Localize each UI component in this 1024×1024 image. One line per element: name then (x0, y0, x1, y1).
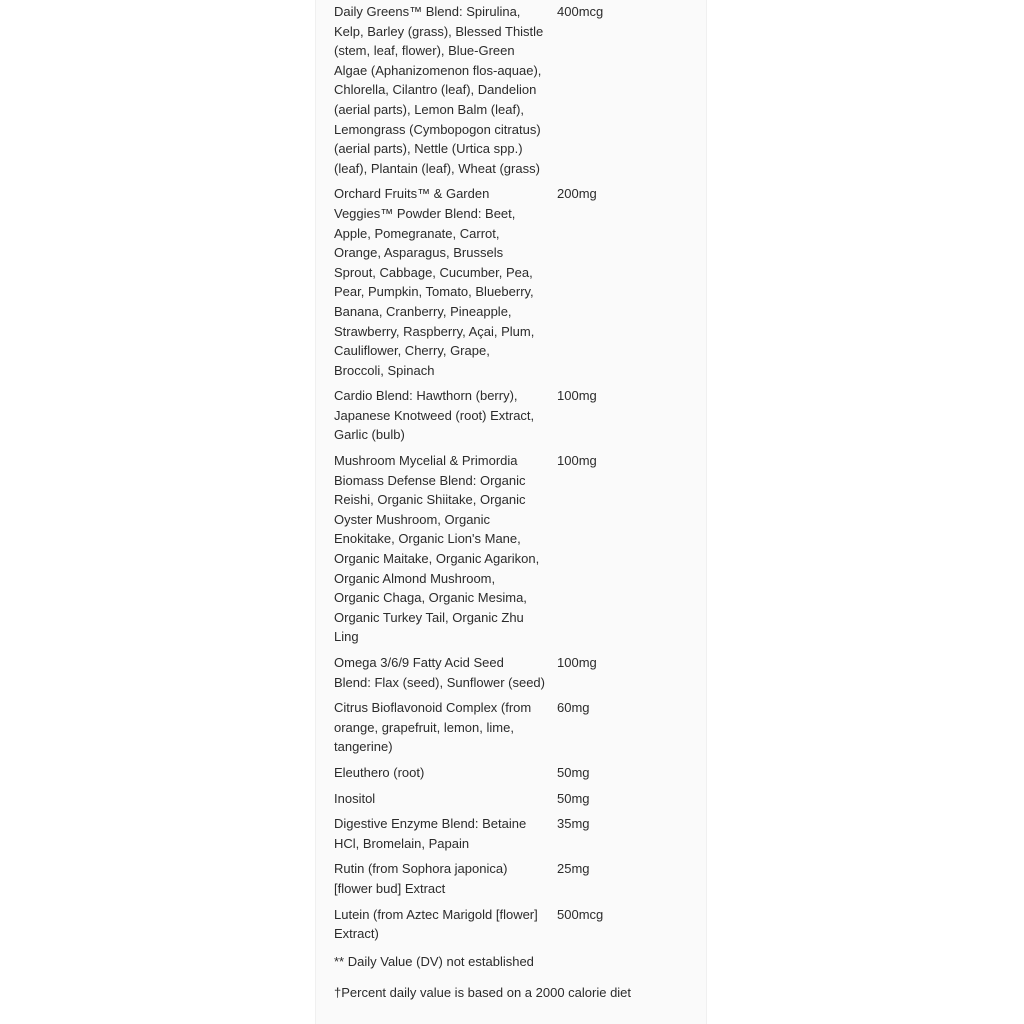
ingredient-amount: 50mg (557, 790, 590, 806)
ingredient-name: Lutein (from Aztec Marigold [flower] Extract) (334, 906, 538, 942)
ingredient-name: Daily Greens™ Blend: Spirulina, Kelp, Barley (grass), Blessed Thistle (stem, leaf, flower), Blue-Green Algae (Aphanizomenon flos-aquae), Chlorella, Cilantro (leaf), Dandelion (aerial parts), Lemon Balm (leaf), Lemongrass (Cymbopogon citratus) (aerial parts), Nettle (Urtica spp.) (leaf), Plantain (leaf), Wheat (grass) (334, 4, 544, 176)
ingredient-row (334, 859, 694, 898)
ingredient-amount: 100mg (557, 655, 597, 670)
supplement-facts-panel (315, 0, 707, 1024)
ingredient-amount: 25mg (557, 861, 590, 877)
ingredient-amount: 35mg (557, 816, 590, 832)
ingredient-amount: 100mg (557, 453, 597, 469)
ingredient-name: Citrus Bioflavonoid Complex (from orange, grapefruit, lemon, lime, tangerine) (334, 700, 532, 755)
percent-daily-value-footnote: †Percent daily value is based on a 2000 calorie diet (334, 985, 632, 1001)
ingredient-row (334, 698, 694, 757)
ingredient-amount: 60mg (557, 700, 590, 716)
daily-value-footnote: ** Daily Value (DV) not established (334, 953, 534, 969)
ingredient-name: Omega 3/6/9 Fatty Acid Seed Blend: Flax (seed), Sunflower (seed) (334, 655, 545, 690)
ingredient-row (334, 2, 694, 178)
ingredient-row (334, 789, 694, 809)
ingredient-name: Digestive Enzyme Blend: Betaine HCl, Bromelain, Papain (334, 816, 527, 851)
ingredient-row (334, 184, 694, 380)
ingredient-amount: 200mg (557, 186, 597, 202)
ingredient-amount: 100mg (557, 388, 597, 404)
ingredient-name: Orchard Fruits™ & Garden Veggies™ Powder Blend: Beet, Apple, Pomegranate, Carrot, Orange, Asparagus, Brussels Sprout, Cabbage, Cucumber, Pea, Pear, Pumpkin, Tomato, Blueberry, Banana, Cranberry, Pineapple, Strawberry, Raspberry, Açai, Plum, Cauliflower, Cherry, Grape, Broccoli, Spinach (334, 186, 535, 378)
ingredient-name: Cardio Blend: Hawthorn (berry), Japanese Knotweed (root) Extract, Garlic (bulb) (334, 388, 535, 443)
ingredient-name: Inositol (334, 790, 376, 806)
ingredient-name: Eleuthero (root) (334, 764, 425, 780)
ingredient-name: Rutin (from Sophora japonica) [flower bud] Extract (334, 861, 508, 896)
ingredient-amount: 50mg (557, 764, 590, 780)
ingredient-amount: 400mcg (557, 4, 604, 19)
ingredient-row (334, 763, 694, 783)
ingredient-name: Mushroom Mycelial & Primordia Biomass Defense Blend: Organic Reishi, Organic Shiitake, Organic Oyster Mushroom, Organic Enokitake, Organic Lion's Mane, Organic Maitake, Organic Agarikon, Organic Almond Mushroom, Organic Chaga, Organic Mesima, Organic Turkey Tail, Organic Zhu Ling (334, 453, 540, 645)
ingredient-row (334, 814, 694, 853)
ingredient-row (334, 451, 694, 647)
ingredient-row (334, 653, 694, 692)
ingredient-amount: 500mcg (557, 906, 604, 922)
ingredients-table (334, 2, 694, 1003)
ingredient-row (334, 386, 694, 445)
ingredient-row (334, 905, 694, 944)
